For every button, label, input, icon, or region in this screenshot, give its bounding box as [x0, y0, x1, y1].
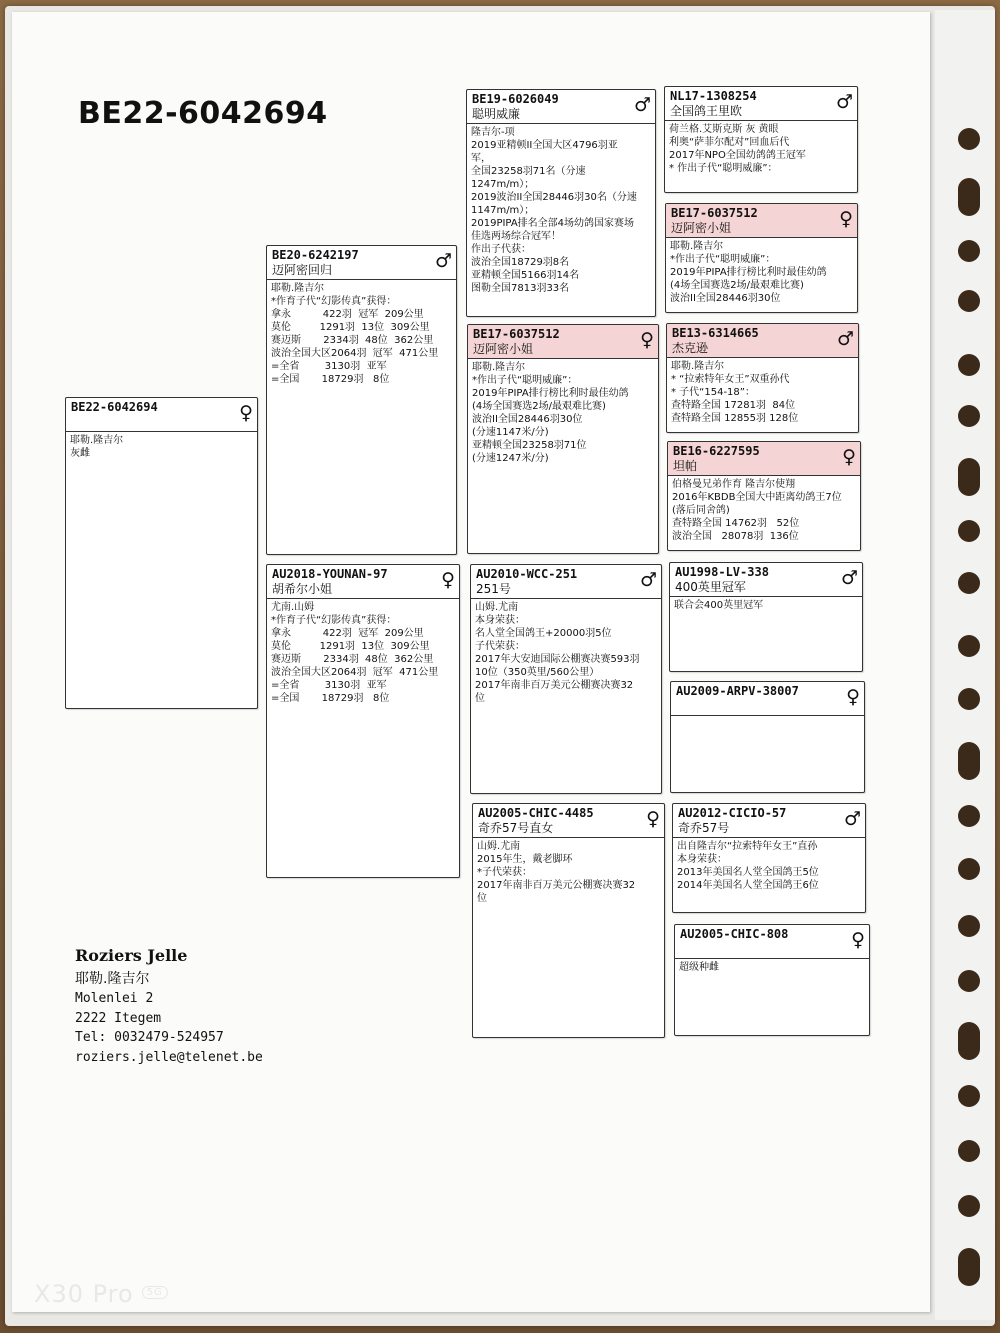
note-line: 2019PIPA排名全部4场幼鸽国家赛场	[471, 218, 635, 229]
note-line: (4场全国赛选2场/最艰难比赛)	[472, 401, 606, 412]
punch-slot	[958, 1248, 980, 1286]
pigeon-card-dam-dam	[472, 803, 665, 1038]
note-line: 位	[475, 693, 485, 704]
note-line: 2017年NPO全国幼鸽鸽王冠军	[669, 150, 806, 161]
note-line: 耶勒.隆吉尔	[271, 283, 325, 294]
pigeon-name: 251号	[476, 582, 511, 596]
card-notes	[667, 358, 858, 427]
note-line: 波治全国 28078羽 136位	[672, 531, 799, 542]
female-symbol-icon: ♀	[842, 446, 856, 468]
note-line: 2016年KBDB全国大中距离幼鸽王7位	[672, 492, 842, 503]
note-line: 波治全国大区2064羽 冠军 471公里	[271, 667, 439, 678]
card-notes	[66, 432, 257, 462]
note-line: 查特路全国 17281羽 84位	[671, 400, 796, 411]
punch-hole	[958, 354, 980, 376]
punch-hole	[958, 1085, 980, 1107]
pigeon-name: 杰克逊	[672, 341, 709, 355]
male-symbol-icon: ♂	[633, 94, 651, 116]
pigeon-card-sdd	[667, 441, 861, 551]
ring-number: BE20-6242197	[272, 248, 359, 262]
note-line: 耶勒.隆吉尔	[70, 435, 124, 446]
pigeon-card-sss	[664, 86, 858, 193]
note-line: 拿永 422羽 冠军 209公里	[271, 309, 424, 320]
pigeon-name: 聪明威廉	[472, 107, 521, 121]
pigeon-card-dam	[266, 564, 460, 878]
note-line: 莫伦 1291羽 13位 309公里	[271, 322, 430, 333]
pigeon-card-ssd	[665, 203, 858, 313]
card-notes	[267, 280, 456, 388]
card-header	[467, 90, 655, 124]
pigeon-name: 迈阿密小姐	[473, 342, 534, 356]
note-line: 2014年美国名人堂全国鸽王6位	[677, 880, 819, 891]
card-notes	[670, 597, 862, 614]
note-line: 本身荣获：	[475, 615, 525, 626]
pigeon-card-ddd	[674, 924, 870, 1036]
card-header	[673, 804, 865, 838]
note-line: 2017年南非百万美元公棚赛决赛32	[475, 680, 634, 691]
note-line: 荷兰格.艾斯克斯 灰 黄眼	[669, 124, 779, 135]
female-symbol-icon: ♀	[441, 569, 455, 591]
note-line: * “拉索特年女王”双重孙代	[671, 374, 790, 385]
punch-hole	[958, 805, 980, 827]
ring-number: AU1998-LV-338	[675, 565, 769, 579]
note-line: 查特路全国 12855羽 128位	[671, 413, 799, 424]
note-line: *作育子代“幻影传真”获得：	[271, 296, 397, 307]
ring-number: AU2012-CICIO-57	[678, 806, 787, 820]
card-header	[468, 325, 658, 359]
male-symbol-icon: ♂	[836, 328, 854, 350]
punch-hole	[958, 128, 980, 150]
female-symbol-icon: ♀	[839, 208, 853, 230]
card-header	[667, 324, 858, 358]
female-symbol-icon: ♀	[640, 329, 654, 351]
camera-watermark	[34, 1280, 168, 1308]
pigeon-card-dsd	[670, 681, 865, 793]
pigeon-name: 坦帕	[673, 459, 698, 473]
note-line: 2019波治II全国28446羽30名（分速	[471, 192, 637, 203]
note-line: =全国 18729羽 8位	[271, 374, 390, 385]
ring-number: AU2005-CHIC-4485	[478, 806, 594, 820]
pigeon-card-sds	[666, 323, 859, 433]
punch-hole	[958, 915, 980, 937]
punch-hole	[958, 290, 980, 312]
note-line: 耶勒.隆吉尔	[671, 361, 725, 372]
note-line: 灰雌	[70, 448, 90, 459]
note-line: 作出子代获：	[471, 244, 531, 255]
punch-hole	[958, 970, 980, 992]
ring-number: BE17-6037512	[473, 327, 560, 341]
note-line: 2019亚精顿II全国大区4796羽亚	[471, 140, 618, 151]
note-line: 1147m/m）；	[471, 205, 535, 216]
note-line: 佳选两场综合冠军！	[471, 231, 561, 242]
ring-number: AU2018-YOUNAN-97	[272, 567, 388, 581]
owner-telephone: Tel: 0032479-524957	[75, 1030, 224, 1045]
note-line: *作出子代“聪明威廉”：	[472, 375, 578, 386]
ring-number: NL17-1308254	[670, 89, 757, 103]
pigeon-name: 胡希尔小姐	[272, 582, 333, 596]
punch-slot	[958, 742, 980, 780]
punch-hole	[958, 1140, 980, 1162]
owner-block	[75, 946, 263, 1067]
note-line: 超级种雌	[679, 962, 719, 973]
card-notes	[665, 121, 857, 177]
note-line: 亚精顿全国23258羽71位	[472, 440, 587, 451]
punch-hole	[958, 572, 980, 594]
punch-slot	[958, 178, 980, 216]
ring-number: AU2010-WCC-251	[476, 567, 578, 581]
note-line: 军，	[471, 153, 491, 164]
card-header	[668, 442, 860, 476]
pigeon-name: 奇乔57号	[678, 821, 730, 835]
card-notes	[267, 599, 459, 707]
note-line: 图勒全国7813羽33名	[471, 283, 570, 294]
owner-address-line2: 2222 Itegem	[75, 1010, 162, 1026]
owner-address-line1: Molenlei 2	[75, 991, 154, 1006]
card-header	[471, 565, 661, 599]
note-line: 波治全国18729羽8名	[471, 257, 570, 268]
note-line: 赛迈斯 2334羽 48位 362公里	[271, 335, 434, 346]
watermark-brand: X30 Pro	[34, 1280, 134, 1308]
ring-number: BE22-6042694	[71, 400, 158, 414]
owner-email: roziers.jelle@telenet.be	[75, 1049, 263, 1065]
pigeon-name: 奇乔57号直女	[478, 821, 554, 835]
note-line: 2017年大安迪国际公棚赛决赛593羽	[475, 654, 640, 665]
ring-number: BE16-6227595	[673, 444, 760, 458]
pigeon-card-dds	[672, 803, 866, 913]
note-line: 尤南.山姆	[271, 602, 315, 613]
note-line: 耶勒.隆吉尔	[472, 362, 526, 373]
punch-hole	[958, 858, 980, 880]
punch-hole	[958, 405, 980, 427]
punch-hole	[958, 240, 980, 262]
note-line: 利奥“萨菲尔配对”回血后代	[669, 137, 790, 148]
note-line: 出自隆吉尔“拉索特年女王”直孙	[677, 841, 818, 852]
note-line: =全省 3130羽 亚军	[271, 680, 387, 691]
pigeon-card-sire	[266, 245, 457, 555]
note-line: =全省 3130羽 亚军	[271, 361, 387, 372]
card-notes	[671, 716, 864, 720]
note-line: 2013年美国名人堂全国鸽王5位	[677, 867, 819, 878]
pigeon-card-sire-dam	[467, 324, 659, 554]
male-symbol-icon: ♂	[639, 569, 657, 591]
card-notes	[666, 238, 857, 307]
punch-hole	[958, 688, 980, 710]
note-line: 波治II全国28446羽30位	[670, 293, 781, 304]
card-header	[267, 246, 456, 280]
note-line: 耶勒.隆吉尔	[670, 241, 724, 252]
watermark-5g-badge: 5G	[142, 1286, 168, 1299]
note-line: 山姆.尤南	[475, 602, 519, 613]
pigeon-name: 迈阿密小姐	[671, 221, 732, 235]
card-header	[666, 204, 857, 238]
note-line: 名人堂全国鸽王+20000羽5位	[475, 628, 612, 639]
pigeon-card-sire-sire	[466, 89, 656, 317]
note-line: * 子代“154-18”：	[671, 387, 755, 398]
female-symbol-icon: ♀	[646, 808, 660, 830]
owner-name-cn: 耶勒.隆吉尔	[75, 971, 150, 987]
male-symbol-icon: ♂	[843, 808, 861, 830]
punch-slot	[958, 458, 980, 496]
card-notes	[675, 959, 869, 976]
card-header	[473, 804, 664, 838]
card-notes	[468, 359, 658, 467]
note-line: *作出子代“聪明威廉”：	[670, 254, 776, 265]
note-line: =全国 18729羽 8位	[271, 693, 390, 704]
note-line: 山姆.尤南	[477, 841, 521, 852]
pigeon-name: 全国鸽王里欧	[670, 104, 743, 118]
card-notes	[473, 838, 664, 907]
ring-number: AU2009-ARPV-38007	[676, 684, 799, 698]
pigeon-card-subject	[65, 397, 258, 709]
card-header	[675, 925, 869, 959]
card-notes	[668, 476, 860, 545]
pigeon-name: 400英里冠军	[675, 580, 746, 594]
card-header	[665, 87, 857, 121]
punch-hole	[958, 520, 980, 542]
note-line: 10位（350英里/560公里）	[475, 667, 600, 678]
page-title: BE22-6042694	[78, 96, 328, 131]
note-line: (分速1247米/分)	[472, 453, 549, 464]
card-header	[670, 563, 862, 597]
female-symbol-icon: ♀	[851, 929, 865, 951]
card-notes	[673, 838, 865, 894]
note-line: 查特路全国 14762羽 52位	[672, 518, 800, 529]
male-symbol-icon: ♂	[434, 250, 452, 272]
ring-number: AU2005-CHIC-808	[680, 927, 789, 941]
note-line: (分速1147米/分)	[472, 427, 549, 438]
note-line: 莫伦 1291羽 13位 309公里	[271, 641, 430, 652]
owner-name: Roziers Jelle	[75, 946, 188, 965]
note-line: 2015年生，戴老脚环	[477, 854, 573, 865]
note-line: 2019年PIPA排行榜比利时最佳幼鸽	[472, 388, 629, 399]
note-line: 伯格曼兄弟作育 隆吉尔使翔	[672, 479, 796, 490]
ring-number: BE13-6314665	[672, 326, 759, 340]
note-line: 位	[477, 893, 487, 904]
note-line: 2019年PIPA排行榜比利时最佳幼鸽	[670, 267, 827, 278]
note-line: (4场全国赛选2场/最艰难比赛)	[670, 280, 804, 291]
note-line: 亚精顿全国5166羽14名	[471, 270, 580, 281]
note-line: 2017年南非百万美元公棚赛决赛32	[477, 880, 636, 891]
note-line: * 作出子代“聪明威廉”：	[669, 163, 778, 174]
ring-number: BE19-6026049	[472, 92, 559, 106]
pigeon-name: 迈阿密回归	[272, 263, 333, 277]
punch-hole	[958, 635, 980, 657]
card-header	[66, 398, 257, 432]
note-line: 波治全国大区2064羽 冠军 471公里	[271, 348, 439, 359]
card-header	[267, 565, 459, 599]
note-line: *子代荣获：	[477, 867, 532, 878]
note-line: (落后同舍鸽)	[672, 505, 730, 516]
note-line: *作育子代“幻影传真”获得：	[271, 615, 397, 626]
female-symbol-icon: ♀	[846, 686, 860, 708]
note-line: 隆吉尔-项	[471, 127, 515, 138]
ring-number: BE17-6037512	[671, 206, 758, 220]
note-line: 联合会400英里冠军	[674, 600, 764, 611]
punch-hole	[958, 1195, 980, 1217]
male-symbol-icon: ♂	[840, 567, 858, 589]
card-notes	[467, 124, 655, 297]
note-line: 波治II全国28446羽30位	[472, 414, 583, 425]
pigeon-card-dam-sire	[470, 564, 662, 794]
note-line: 全国23258羽71名（分速	[471, 166, 586, 177]
note-line: 拿永 422羽 冠军 209公里	[271, 628, 424, 639]
card-header	[671, 682, 864, 716]
pigeon-card-dss	[669, 562, 863, 672]
note-line: 本身荣获：	[677, 854, 727, 865]
card-notes	[471, 599, 661, 707]
female-symbol-icon: ♀	[239, 402, 253, 424]
note-line: 1247m/m）；	[471, 179, 535, 190]
punch-slot	[958, 1022, 980, 1060]
male-symbol-icon: ♂	[835, 91, 853, 113]
note-line: 赛迈斯 2334羽 48位 362公里	[271, 654, 434, 665]
note-line: 子代荣获：	[475, 641, 525, 652]
